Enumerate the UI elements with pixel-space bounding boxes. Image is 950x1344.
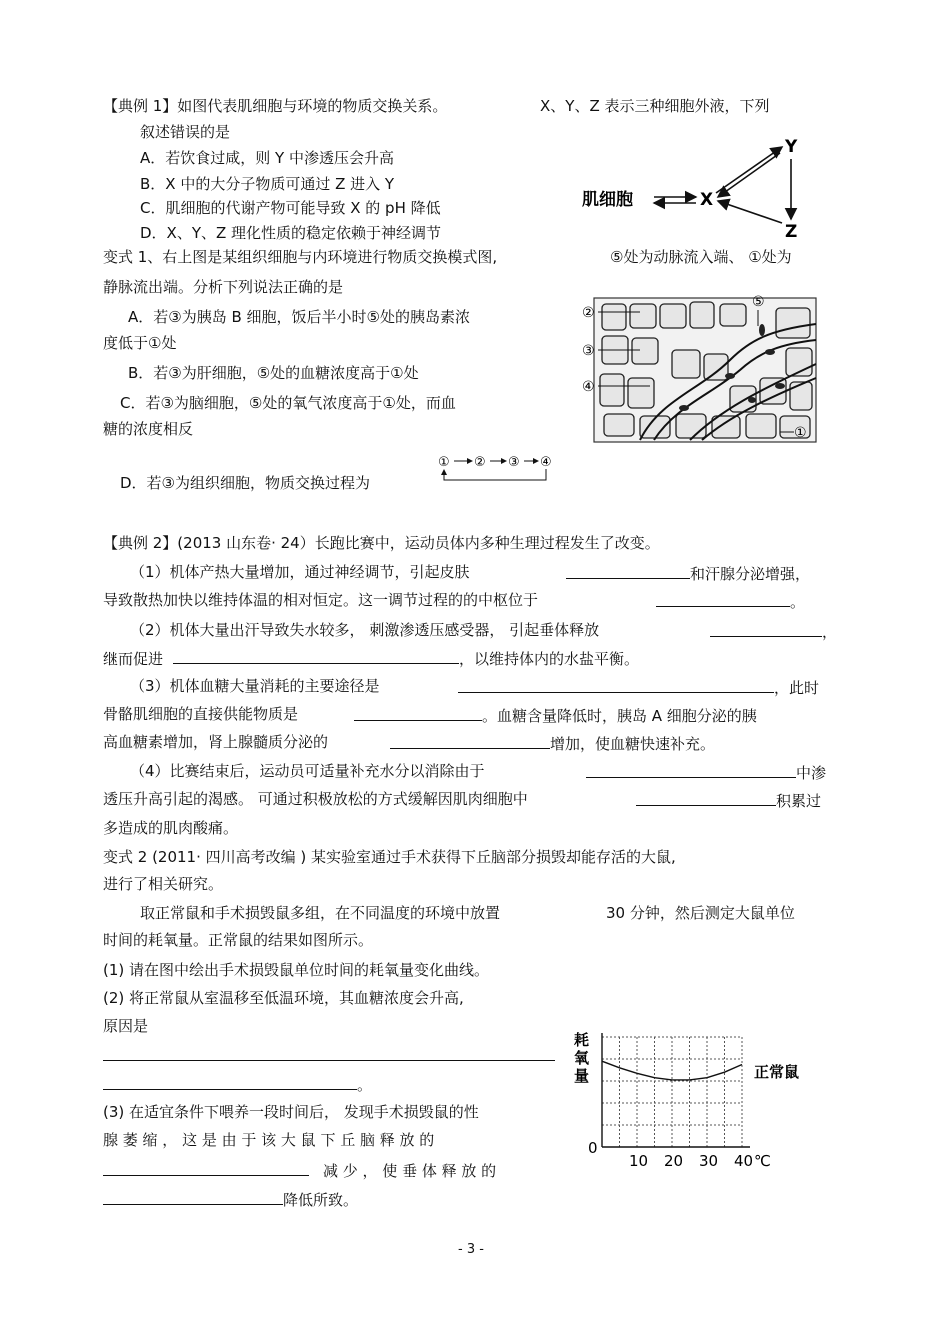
ex2-q2d: ，以维持体内的水盐平衡。 — [459, 650, 640, 668]
var2-q3b: 腺 萎 缩 ， 这 是 由 于 该 大 鼠 下 丘 脑 释 放 的 — [103, 1131, 435, 1149]
ex2-q4d: 积累过 — [776, 792, 822, 810]
x-tick-label: 0 — [588, 1139, 598, 1157]
answer-blank[interactable] — [586, 761, 796, 778]
ex1-option-b: B．X 中的大分子物质可通过 Z 进入 Y — [140, 175, 395, 193]
page-number: - 3 - — [458, 1242, 484, 1257]
x-tick-label: 20 — [664, 1152, 684, 1170]
answer-blank[interactable] — [566, 562, 690, 579]
var2-q1: (1) 请在图中绘出手术损毁鼠单位时间的耗氧量变化曲线。 — [103, 961, 490, 979]
q3-answer-row — [103, 1159, 496, 1181]
chart-ylabel-2: 氧 — [574, 1049, 590, 1067]
answer-blank[interactable] — [103, 1159, 309, 1176]
tissue-label-3: ③ — [582, 343, 595, 359]
flow-diagram — [436, 450, 556, 490]
ex1-option-a: A．若饮食过咸，则 Y 中渗透压会升高 — [140, 149, 394, 167]
ex2-q1b: 和汗腺分泌增强， — [690, 565, 811, 583]
var1-option-a1: A．若③为胰岛 B 细胞，饭后半小时⑤处的胰岛素浓 — [128, 308, 470, 326]
q1-blank-row — [566, 562, 810, 584]
var2-p2: 时间的耗氧量。正常鼠的结果如图所示。 — [103, 931, 374, 949]
ex2-q3d: 。血糖含量降低时，胰岛 A 细胞分泌的胰 — [482, 707, 757, 725]
flow-node-2: ② — [474, 455, 486, 470]
var2-p1b: 30 分钟，然后测定大鼠单位 — [606, 904, 795, 922]
answer-blank[interactable] — [103, 1188, 283, 1205]
muscle-cell-label: 肌细胞 — [582, 190, 633, 210]
q3-blank-row-2 — [354, 704, 757, 726]
q4-blank-row — [586, 761, 826, 783]
chart-ylabel-3: 量 — [574, 1067, 590, 1085]
answer-blank[interactable] — [636, 789, 776, 806]
ex2-q1d: 。 — [790, 593, 806, 611]
q1-blank-row-2 — [656, 590, 805, 612]
ex2-q4a: （4）比赛结束后，运动员可适量补充水分以消除由于 — [130, 762, 485, 780]
q2-blank-row — [710, 620, 837, 642]
ex2-q3f: 增加，使血糖快速补充。 — [550, 735, 716, 753]
ex2-q4b: 中渗 — [796, 764, 827, 782]
ex2-q2c: 继而促进 — [103, 650, 164, 668]
var2-q3a: (3) 在适宜条件下喂养一段时间后， 发现手术损毁鼠的性 — [103, 1103, 479, 1121]
tissue-label-2: ② — [582, 305, 595, 321]
answer-blank[interactable] — [656, 590, 790, 607]
var1-line2: 静脉流出端。分析下列说法正确的是 — [103, 278, 344, 296]
q3-answer-row-2 — [103, 1188, 358, 1210]
var2-q3c: 减 少 ， 使 垂 体 释 放 的 — [323, 1162, 497, 1180]
var1-option-a2: 度低于①处 — [103, 334, 177, 352]
answer-blank[interactable] — [458, 676, 774, 693]
ex2-q4e: 多造成的肌肉酸痛。 — [103, 819, 239, 837]
exchange-diagram — [580, 135, 820, 245]
oxygen-chart — [570, 1025, 820, 1170]
answer-blank[interactable] — [390, 732, 550, 749]
tissue-label-5: ⑤ — [752, 294, 765, 310]
q3-blank-row-3 — [390, 732, 715, 754]
ex1-title-b: X、Y、Z 表示三种细胞外液，下列 — [540, 97, 770, 115]
q2-answer-line-2 — [103, 1073, 372, 1095]
x-tick-label: 30 — [699, 1152, 719, 1170]
ex2-q3b: ，此时 — [774, 679, 820, 697]
ex2-q1a: （1）机体产热大量增加，通过神经调节，引起皮肤 — [130, 563, 470, 581]
ex2-title: 【典例 2】(2013 山东卷· 24）长跑比赛中，运动员体内多种生理过程发生了改变。 — [103, 534, 660, 552]
ex2-q3c: 骨骼肌细胞的直接供能物质是 — [103, 705, 299, 723]
var2-q2b: 原因是 — [103, 1017, 149, 1035]
var2-p1a: 取正常鼠和手术损毁鼠多组，在不同温度的环境中放置 — [140, 904, 501, 922]
var2-q2: (2) 将正常鼠从室温移至低温环境，其血糖浓度会升高, — [103, 989, 464, 1007]
flow-node-3: ③ — [508, 455, 520, 470]
ex2-q1c: 导致散热加快以维持体温的相对恒定。这一调节过程的的中枢位于 — [103, 591, 539, 609]
ex2-q2b: ， — [822, 623, 838, 641]
flow-node-1: ① — [438, 455, 450, 470]
answer-blank[interactable] — [173, 647, 459, 664]
q2-line2 — [103, 647, 639, 669]
x-tick-labels — [588, 1139, 753, 1170]
var1-option-c1: C．若③为脑细胞，⑤处的氧气浓度高于①处，而血 — [120, 394, 456, 412]
var1-title-a: 变式 1、右上图是某组织细胞与内环境进行物质交换模式图, — [103, 248, 498, 266]
ex1-option-d: D．X、Y、Z 理化性质的稳定依赖于神经调节 — [140, 224, 442, 242]
flow-node-4: ④ — [540, 455, 552, 470]
q3-blank-row — [458, 676, 819, 698]
var1-title-b: ⑤处为动脉流入端、 ①处为 — [610, 248, 792, 266]
var2-q2-end: 。 — [357, 1076, 373, 1094]
tissue-label-1: ① — [794, 425, 807, 441]
answer-blank[interactable] — [354, 704, 482, 721]
answer-blank[interactable] — [710, 620, 822, 637]
ex1-title-a: 【典例 1】如图代表肌细胞与环境的物质交换关系。 — [103, 97, 448, 115]
var1-option-c2: 糖的浓度相反 — [103, 420, 194, 438]
var2-q3d: 降低所致。 — [283, 1191, 359, 1209]
y-label: Y — [785, 137, 798, 157]
x-tick-label: 40 — [734, 1152, 754, 1170]
ex2-q4c: 透压升高引起的渴感。 可通过积极放松的方式缓解因肌肉细胞中 — [103, 790, 528, 808]
answer-blank[interactable] — [103, 1073, 357, 1090]
x-tick-label: 10 — [629, 1152, 649, 1170]
tissue-label-4: ④ — [582, 379, 595, 395]
var1-option-b: B．若③为肝细胞，⑤处的血糖浓度高于①处 — [128, 364, 419, 382]
tissue-exchange-figure — [580, 290, 820, 446]
q2-answer-line — [103, 1044, 555, 1066]
z-label: Z — [785, 222, 798, 242]
var2-title: 变式 2 (2011· 四川高考改编 ) 某实验室通过手术获得下丘脑部分损毁却能存活的大鼠, — [103, 848, 676, 866]
ex2-q2a: （2）机体大量出汗导致失水较多， 刺激渗透压感受器， 引起垂体释放 — [130, 621, 600, 639]
var1-option-d: D．若③为组织细胞，物质交换过程为 — [120, 474, 370, 492]
answer-blank[interactable] — [103, 1044, 555, 1061]
chart-grid — [602, 1037, 742, 1147]
series-label: 正常鼠 — [754, 1063, 800, 1081]
ex1-option-c: C．肌细胞的代谢产物可能导致 X 的 pH 降低 — [140, 199, 441, 217]
x-label: X — [700, 190, 714, 210]
var2-line2: 进行了相关研究。 — [103, 875, 224, 893]
x-axis-unit: ℃ — [754, 1152, 771, 1170]
q4-blank-row-2 — [636, 789, 821, 811]
ex2-q3e: 高血糖素增加，肾上腺髓质分泌的 — [103, 733, 329, 751]
ex1-line2: 叙述错误的是 — [140, 123, 231, 141]
chart-ylabel-1: 耗 — [574, 1031, 590, 1049]
ex2-q3a: （3）机体血糖大量消耗的主要途径是 — [130, 677, 380, 695]
